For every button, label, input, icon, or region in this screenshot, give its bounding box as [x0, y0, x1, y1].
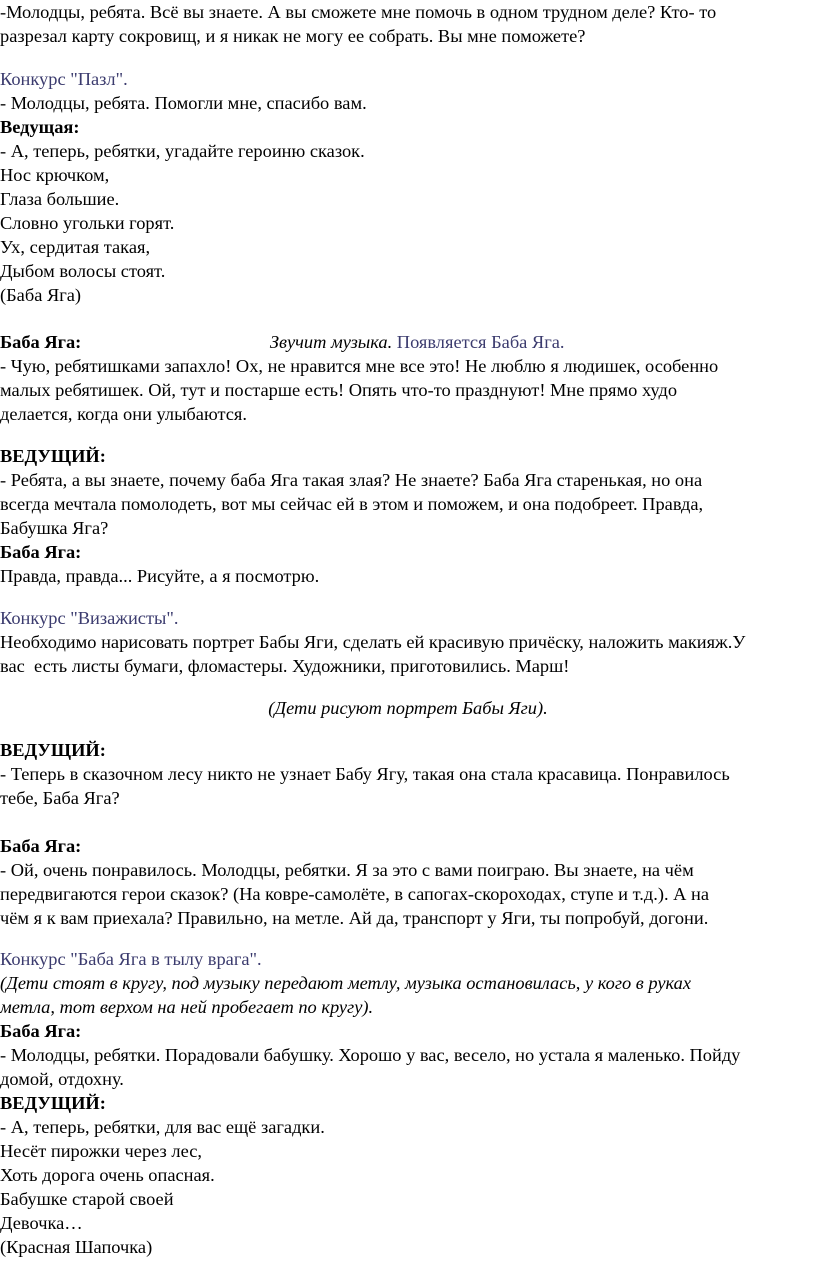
paragraph-line: - Чую, ребятишками запахло! Ох, не нравится мне все это! Не люблю я людишек, особенно: [0, 356, 719, 376]
paragraph-line: всегда мечтала помолодеть, вот мы сейчас ей в этом и поможем, и она подобреет. Правда,: [0, 494, 704, 514]
riddle-answer: (Баба Яга): [0, 285, 82, 305]
paragraph-line: делается, когда они улыбаются.: [0, 404, 247, 424]
speaker-label-host: Ведущая:: [0, 117, 80, 137]
speaker-label-baba-yaga: Баба Яга:: [0, 542, 82, 562]
paragraph-line: вас есть листы бумаги, фломастеры. Художники, приготовились. Марш!: [0, 656, 570, 676]
paragraph-line: -Молодцы, ребята. Всё вы знаете. А вы сможете мне помочь в одном трудном деле? Кто- то: [0, 2, 717, 22]
paragraph-line: передвигаются герои сказок? (На ковре-самолёте, в сапогах-скороходах, ступе и т.д.). А на: [0, 884, 710, 904]
riddle-line: Нос крючком,: [0, 165, 110, 185]
riddle-line: Дыбом волосы стоят.: [0, 261, 166, 281]
speaker-label-host: ВЕДУЩИЙ:: [0, 740, 106, 760]
paragraph-line: - А, теперь, ребятки, угадайте героиню сказок.: [0, 141, 365, 161]
paragraph-line: малых ребятишек. Ой, тут и постарше есть! Опять что-то празднуют! Мне прямо худо: [0, 380, 678, 400]
paragraph-line: - А, теперь, ребятки, для вас ещё загадки.: [0, 1117, 325, 1137]
contest-heading-broom: Конкурс "Баба Яга в тылу врага".: [0, 949, 262, 969]
paragraph-line: Необходимо нарисовать портрет Бабы Яги, сделать ей красивую причёску, наложить макияж.У: [0, 632, 746, 652]
riddle-line: Бабушке старой своей: [0, 1189, 174, 1209]
paragraph-line: - Молодцы, ребята. Помогли мне, спасибо вам.: [0, 93, 367, 113]
riddle-line: Хоть дорога очень опасная.: [0, 1165, 215, 1185]
stage-direction-music: Звучит музыка.: [269, 332, 393, 352]
paragraph-line: тебе, Баба Яга?: [0, 788, 120, 808]
stage-direction: метла, тот верхом на ней пробегает по кругу).: [0, 997, 374, 1017]
riddle-line: Ух, сердитая такая,: [0, 237, 151, 257]
stage-direction: [0, 306, 816, 352]
riddle-line: Девочка…: [0, 1213, 83, 1233]
contest-heading-makeup: Конкурс "Визажисты".: [0, 608, 179, 628]
stage-direction: (Дети стоят в кругу, под музыку передают метлу, музыка остановилась, у кого в руках: [0, 973, 691, 993]
speaker-label-baba-yaga: Баба Яга:: [0, 332, 82, 352]
riddle-answer: (Красная Шапочка): [0, 1237, 153, 1257]
paragraph-line: Правда, правда... Рисуйте, а я посмотрю.: [0, 566, 320, 586]
speaker-label-host: ВЕДУЩИЙ:: [0, 446, 106, 466]
speaker-label-host: ВЕДУЩИЙ:: [0, 1093, 106, 1113]
riddle-line: Глаза большие.: [0, 189, 120, 209]
paragraph-line: домой, отдохну.: [0, 1069, 124, 1089]
stage-direction: (Дети рисуют портрет Бабы Яги).: [268, 698, 548, 718]
paragraph-line: - Теперь в сказочном лесу никто не узнает Бабу Ягу, такая она стала красавица. Понравилось: [0, 764, 730, 784]
paragraph-line: - Молодцы, ребятки. Порадовали бабушку. Хорошо у вас, весело, но устала я маленько. Пойду: [0, 1045, 741, 1065]
paragraph-line: - Ой, очень понравилось. Молодцы, ребятки. Я за это с вами поиграю. Вы знаете, на чём: [0, 860, 694, 880]
riddle-line: Несёт пирожки через лес,: [0, 1141, 202, 1161]
speaker-label-baba-yaga: Баба Яга:: [0, 1021, 82, 1041]
stage-direction-appears: Появляется Баба Яга.: [392, 332, 565, 352]
paragraph-line: - Ребята, а вы знаете, почему баба Яга такая злая? Не знаете? Баба Яга старенькая, но она: [0, 470, 703, 490]
paragraph-line: Бабушка Яга?: [0, 518, 109, 538]
riddle-line: Словно угольки горят.: [0, 213, 175, 233]
paragraph-line: разрезал карту сокровищ, и я никак не могу ее собрать. Вы мне поможете?: [0, 26, 586, 46]
speaker-label-baba-yaga: Баба Яга:: [0, 836, 82, 856]
contest-heading-puzzle: Конкурс "Пазл".: [0, 69, 128, 89]
paragraph-line: чём я к вам приехала? Правильно, на метле. Ай да, транспорт у Яги, ты попробуй, догони.: [0, 908, 709, 928]
